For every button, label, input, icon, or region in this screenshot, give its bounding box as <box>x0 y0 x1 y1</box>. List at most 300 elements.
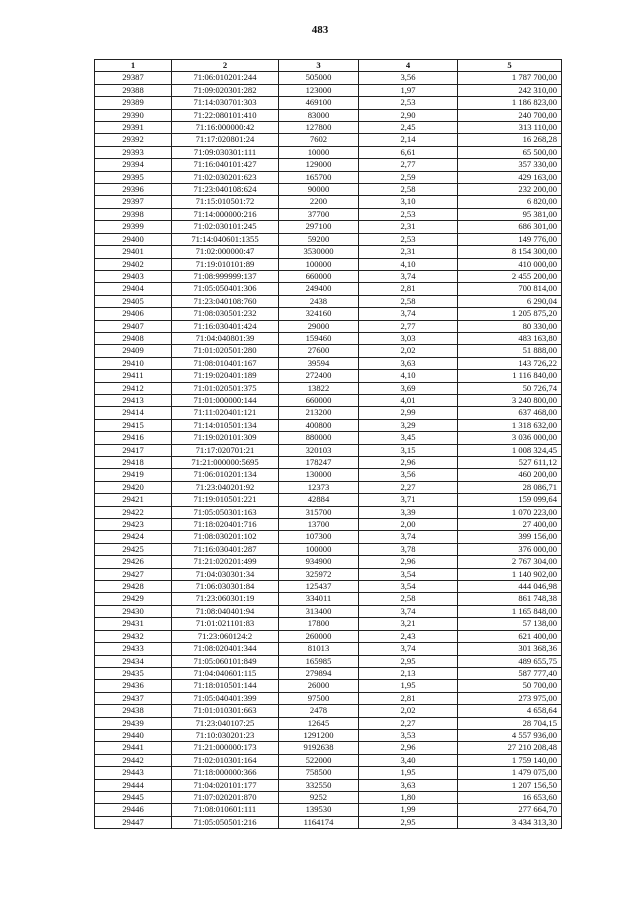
cost-value-cell: 686 301,00 <box>458 221 562 233</box>
column-header-3: 3 <box>279 60 359 72</box>
table-row <box>95 469 562 481</box>
cost-value-cell: 3 036 000,00 <box>458 432 562 444</box>
column-header-2: 2 <box>172 60 279 72</box>
area-value-cell: 505000 <box>279 72 359 84</box>
cost-value-cell: 6 290,04 <box>458 295 562 307</box>
cadastral-number-cell: 71:21:000000:5695 <box>172 457 279 469</box>
record-number-cell: 29390 <box>95 109 172 121</box>
record-number-cell: 29408 <box>95 332 172 344</box>
rate-value-cell: 2,96 <box>359 457 458 469</box>
rate-value-cell: 3,10 <box>359 196 458 208</box>
record-number-cell: 29405 <box>95 295 172 307</box>
area-value-cell: 39594 <box>279 357 359 369</box>
cadastral-number-cell: 71:23:060124:2 <box>172 630 279 642</box>
rate-value-cell: 2,02 <box>359 705 458 717</box>
cost-value-cell: 4 557 936,00 <box>458 729 562 741</box>
record-number-cell: 29423 <box>95 519 172 531</box>
area-value-cell: 100000 <box>279 258 359 270</box>
rate-value-cell: 3,69 <box>359 382 458 394</box>
rate-value-cell: 3,40 <box>359 754 458 766</box>
area-value-cell: 934900 <box>279 556 359 568</box>
table-row <box>95 332 562 344</box>
table-row <box>95 171 562 183</box>
cadastral-number-cell: 71:18:020401:716 <box>172 519 279 531</box>
cadastral-number-cell: 71:10:030201:23 <box>172 729 279 741</box>
record-number-cell: 29392 <box>95 134 172 146</box>
cadastral-number-cell: 71:02:000000:47 <box>172 246 279 258</box>
record-number-cell: 29402 <box>95 258 172 270</box>
table-row <box>95 308 562 320</box>
area-value-cell: 325972 <box>279 568 359 580</box>
table-row <box>95 357 562 369</box>
cost-value-cell: 149 776,00 <box>458 233 562 245</box>
rate-value-cell: 4,01 <box>359 394 458 406</box>
table-row <box>95 481 562 493</box>
area-value-cell: 42884 <box>279 494 359 506</box>
cost-value-cell: 861 748,38 <box>458 593 562 605</box>
cadastral-number-cell: 71:05:050501:216 <box>172 816 279 828</box>
record-number-cell: 29421 <box>95 494 172 506</box>
cadastral-number-cell: 71:05:040401:399 <box>172 692 279 704</box>
record-number-cell: 29397 <box>95 196 172 208</box>
cost-value-cell: 399 156,00 <box>458 531 562 543</box>
record-number-cell: 29433 <box>95 643 172 655</box>
area-value-cell: 400800 <box>279 419 359 431</box>
cadastral-number-cell: 71:17:020801:24 <box>172 134 279 146</box>
cadastral-number-cell: 71:08:010401:167 <box>172 357 279 369</box>
cost-value-cell: 1 140 902,00 <box>458 568 562 580</box>
area-value-cell: 17800 <box>279 618 359 630</box>
cadastral-number-cell: 71:05:060101:849 <box>172 655 279 667</box>
table-row <box>95 72 562 84</box>
rate-value-cell: 3,74 <box>359 531 458 543</box>
area-value-cell: 660000 <box>279 270 359 282</box>
rate-value-cell: 3,15 <box>359 444 458 456</box>
record-number-cell: 29424 <box>95 531 172 543</box>
column-header-1: 1 <box>95 60 172 72</box>
table-row <box>95 556 562 568</box>
table-row <box>95 705 562 717</box>
table-row <box>95 233 562 245</box>
area-value-cell: 213200 <box>279 407 359 419</box>
cadastral-number-cell: 71:22:080101:410 <box>172 109 279 121</box>
cadastral-number-cell: 71:08:030501:232 <box>172 308 279 320</box>
record-number-cell: 29387 <box>95 72 172 84</box>
area-value-cell: 313400 <box>279 605 359 617</box>
rate-value-cell: 2,31 <box>359 246 458 258</box>
table-row <box>95 655 562 667</box>
cadastral-number-cell: 71:01:010301:663 <box>172 705 279 717</box>
cadastral-number-cell: 71:08:040401:94 <box>172 605 279 617</box>
cost-value-cell: 28 704,15 <box>458 717 562 729</box>
table-row <box>95 605 562 617</box>
rate-value-cell: 2,58 <box>359 184 458 196</box>
table-row <box>95 345 562 357</box>
area-value-cell: 334011 <box>279 593 359 605</box>
rate-value-cell: 2,81 <box>359 692 458 704</box>
rate-value-cell: 4,10 <box>359 370 458 382</box>
record-number-cell: 29414 <box>95 407 172 419</box>
cost-value-cell: 444 046,98 <box>458 581 562 593</box>
cadastral-number-cell: 71:08:020401:344 <box>172 643 279 655</box>
table-row <box>95 457 562 469</box>
cadastral-number-cell: 71:04:020101:177 <box>172 779 279 791</box>
table-row <box>95 432 562 444</box>
record-number-cell: 29415 <box>95 419 172 431</box>
rate-value-cell: 3,74 <box>359 605 458 617</box>
rate-value-cell: 2,14 <box>359 134 458 146</box>
record-number-cell: 29445 <box>95 791 172 803</box>
record-number-cell: 29434 <box>95 655 172 667</box>
cadastral-number-cell: 71:09:020301:282 <box>172 84 279 96</box>
cadastral-number-cell: 71:08:010601:111 <box>172 804 279 816</box>
rate-value-cell: 3,29 <box>359 419 458 431</box>
table-row <box>95 754 562 766</box>
cadastral-number-cell: 71:02:030101:245 <box>172 221 279 233</box>
record-number-cell: 29442 <box>95 754 172 766</box>
cost-value-cell: 489 655,75 <box>458 655 562 667</box>
cadastral-number-cell: 71:16:040101:427 <box>172 159 279 171</box>
rate-value-cell: 1,80 <box>359 791 458 803</box>
area-value-cell: 100000 <box>279 543 359 555</box>
record-number-cell: 29418 <box>95 457 172 469</box>
area-value-cell: 127800 <box>279 122 359 134</box>
cost-value-cell: 95 381,00 <box>458 208 562 220</box>
table-row <box>95 779 562 791</box>
record-number-cell: 29440 <box>95 729 172 741</box>
area-value-cell: 1164174 <box>279 816 359 828</box>
record-number-cell: 29427 <box>95 568 172 580</box>
area-value-cell: 249400 <box>279 283 359 295</box>
area-value-cell: 81013 <box>279 643 359 655</box>
table-row <box>95 84 562 96</box>
area-value-cell: 27600 <box>279 345 359 357</box>
record-number-cell: 29429 <box>95 593 172 605</box>
record-number-cell: 29441 <box>95 742 172 754</box>
rate-value-cell: 2,00 <box>359 519 458 531</box>
record-number-cell: 29409 <box>95 345 172 357</box>
area-value-cell: 332550 <box>279 779 359 791</box>
record-number-cell: 29399 <box>95 221 172 233</box>
rate-value-cell: 3,54 <box>359 581 458 593</box>
record-number-cell: 29417 <box>95 444 172 456</box>
record-number-cell: 29400 <box>95 233 172 245</box>
area-value-cell: 13822 <box>279 382 359 394</box>
rate-value-cell: 3,63 <box>359 779 458 791</box>
cost-value-cell: 587 777,40 <box>458 667 562 679</box>
record-number-cell: 29395 <box>95 171 172 183</box>
cadastral-number-cell: 71:15:010501:72 <box>172 196 279 208</box>
page-number: 483 <box>311 24 329 36</box>
area-value-cell: 880000 <box>279 432 359 444</box>
record-number-cell: 29420 <box>95 481 172 493</box>
table-row <box>95 494 562 506</box>
record-number-cell: 29428 <box>95 581 172 593</box>
rate-value-cell: 3,54 <box>359 568 458 580</box>
cadastral-number-cell: 71:09:030301:111 <box>172 146 279 158</box>
cost-value-cell: 483 163,80 <box>458 332 562 344</box>
cadastral-number-cell: 71:17:020701:21 <box>172 444 279 456</box>
record-number-cell: 29436 <box>95 680 172 692</box>
table-row <box>95 270 562 282</box>
cadastral-number-cell: 71:01:021101:83 <box>172 618 279 630</box>
table-row <box>95 729 562 741</box>
area-value-cell: 272400 <box>279 370 359 382</box>
rate-value-cell: 3,78 <box>359 543 458 555</box>
area-value-cell: 165700 <box>279 171 359 183</box>
table-header <box>95 60 562 72</box>
table-row <box>95 122 562 134</box>
cadastral-number-cell: 71:14:030701:303 <box>172 97 279 109</box>
rate-value-cell: 2,95 <box>359 816 458 828</box>
cost-value-cell: 301 368,36 <box>458 643 562 655</box>
cost-value-cell: 3 434 313,30 <box>458 816 562 828</box>
cadastral-number-cell: 71:16:000000:42 <box>172 122 279 134</box>
record-number-cell: 29447 <box>95 816 172 828</box>
rate-value-cell: 2,95 <box>359 655 458 667</box>
record-number-cell: 29416 <box>95 432 172 444</box>
cost-value-cell: 273 975,00 <box>458 692 562 704</box>
table-row <box>95 506 562 518</box>
table-row <box>95 283 562 295</box>
table-row <box>95 581 562 593</box>
record-number-cell: 29389 <box>95 97 172 109</box>
cost-value-cell: 1 186 823,00 <box>458 97 562 109</box>
area-value-cell: 2478 <box>279 705 359 717</box>
cadastral-number-cell: 71:02:030201:623 <box>172 171 279 183</box>
cost-value-cell: 28 086,71 <box>458 481 562 493</box>
table-row <box>95 295 562 307</box>
cost-value-cell: 4 658,64 <box>458 705 562 717</box>
cadastral-number-cell: 71:08:030201:102 <box>172 531 279 543</box>
area-value-cell: 37700 <box>279 208 359 220</box>
table-row <box>95 159 562 171</box>
rate-value-cell: 2,77 <box>359 320 458 332</box>
record-number-cell: 29394 <box>95 159 172 171</box>
area-value-cell: 129000 <box>279 159 359 171</box>
rate-value-cell: 3,56 <box>359 469 458 481</box>
cost-value-cell: 6 820,00 <box>458 196 562 208</box>
rate-value-cell: 2,27 <box>359 481 458 493</box>
cost-value-cell: 460 200,00 <box>458 469 562 481</box>
area-value-cell: 279894 <box>279 667 359 679</box>
cadastral-number-cell: 71:16:030401:424 <box>172 320 279 332</box>
rate-value-cell: 3,56 <box>359 72 458 84</box>
rate-value-cell: 6,61 <box>359 146 458 158</box>
area-value-cell: 178247 <box>279 457 359 469</box>
cadastral-number-cell: 71:23:040201:92 <box>172 481 279 493</box>
area-value-cell: 12373 <box>279 481 359 493</box>
table-row <box>95 134 562 146</box>
rate-value-cell: 1,99 <box>359 804 458 816</box>
cost-value-cell: 376 000,00 <box>458 543 562 555</box>
cost-value-cell: 1 165 848,00 <box>458 605 562 617</box>
rate-value-cell: 3,71 <box>359 494 458 506</box>
record-number-cell: 29431 <box>95 618 172 630</box>
record-number-cell: 29391 <box>95 122 172 134</box>
record-number-cell: 29425 <box>95 543 172 555</box>
area-value-cell: 83000 <box>279 109 359 121</box>
record-number-cell: 29393 <box>95 146 172 158</box>
cadastral-number-cell: 71:14:000000:216 <box>172 208 279 220</box>
rate-value-cell: 1,95 <box>359 767 458 779</box>
rate-value-cell: 3,03 <box>359 332 458 344</box>
table-row <box>95 444 562 456</box>
cadastral-number-cell: 71:07:020201:870 <box>172 791 279 803</box>
table-row <box>95 543 562 555</box>
cost-value-cell: 1 787 700,00 <box>458 72 562 84</box>
rate-value-cell: 2,96 <box>359 556 458 568</box>
cost-value-cell: 277 664,70 <box>458 804 562 816</box>
cost-value-cell: 65 500,00 <box>458 146 562 158</box>
table-row <box>95 630 562 642</box>
area-value-cell: 97500 <box>279 692 359 704</box>
table-row <box>95 320 562 332</box>
rate-value-cell: 2,96 <box>359 742 458 754</box>
rate-value-cell: 2,81 <box>359 283 458 295</box>
record-number-cell: 29401 <box>95 246 172 258</box>
cost-value-cell: 143 726,22 <box>458 357 562 369</box>
table-row <box>95 382 562 394</box>
table-row <box>95 407 562 419</box>
rate-value-cell: 3,74 <box>359 308 458 320</box>
cadastral-number-cell: 71:08:999999:137 <box>172 270 279 282</box>
record-number-cell: 29426 <box>95 556 172 568</box>
area-value-cell: 12645 <box>279 717 359 729</box>
rate-value-cell: 2,90 <box>359 109 458 121</box>
area-value-cell: 315700 <box>279 506 359 518</box>
area-value-cell: 9192638 <box>279 742 359 754</box>
cadastral-number-cell: 71:23:060301:19 <box>172 593 279 605</box>
area-value-cell: 320103 <box>279 444 359 456</box>
cadastral-number-cell: 71:19:020401:189 <box>172 370 279 382</box>
cost-value-cell: 410 000,00 <box>458 258 562 270</box>
table-row <box>95 184 562 196</box>
area-value-cell: 125437 <box>279 581 359 593</box>
record-number-cell: 29435 <box>95 667 172 679</box>
cost-value-cell: 1 759 140,00 <box>458 754 562 766</box>
rate-value-cell: 2,99 <box>359 407 458 419</box>
area-value-cell: 522000 <box>279 754 359 766</box>
table-row <box>95 767 562 779</box>
cost-value-cell: 621 400,00 <box>458 630 562 642</box>
rate-value-cell: 4,10 <box>359 258 458 270</box>
table-row <box>95 531 562 543</box>
area-value-cell: 107300 <box>279 531 359 543</box>
cadastral-number-cell: 71:14:040601:1355 <box>172 233 279 245</box>
rate-value-cell: 2,58 <box>359 593 458 605</box>
table-row <box>95 717 562 729</box>
cost-value-cell: 240 700,00 <box>458 109 562 121</box>
rate-value-cell: 2,31 <box>359 221 458 233</box>
cost-value-cell: 637 468,00 <box>458 407 562 419</box>
table-row <box>95 196 562 208</box>
table-row <box>95 246 562 258</box>
cost-value-cell: 1 205 875,20 <box>458 308 562 320</box>
rate-value-cell: 3,45 <box>359 432 458 444</box>
rate-value-cell: 2,59 <box>359 171 458 183</box>
cadastral-number-cell: 71:14:010501:134 <box>172 419 279 431</box>
record-number-cell: 29413 <box>95 394 172 406</box>
record-number-cell: 29404 <box>95 283 172 295</box>
area-value-cell: 139530 <box>279 804 359 816</box>
cadastral-number-cell: 71:16:030401:287 <box>172 543 279 555</box>
cost-value-cell: 159 099,64 <box>458 494 562 506</box>
area-value-cell: 10000 <box>279 146 359 158</box>
record-number-cell: 29411 <box>95 370 172 382</box>
record-number-cell: 29422 <box>95 506 172 518</box>
cadastral-number-cell: 71:06:030301:84 <box>172 581 279 593</box>
cadastral-number-cell: 71:19:010501:221 <box>172 494 279 506</box>
table-row <box>95 692 562 704</box>
cadastral-number-cell: 71:23:040107:25 <box>172 717 279 729</box>
cadastral-number-cell: 71:23:040108:624 <box>172 184 279 196</box>
cadastral-number-cell: 71:01:000000:144 <box>172 394 279 406</box>
header-row <box>95 60 562 72</box>
table-row <box>95 643 562 655</box>
cost-value-cell: 80 330,00 <box>458 320 562 332</box>
rate-value-cell: 3,74 <box>359 643 458 655</box>
cost-value-cell: 50 726,74 <box>458 382 562 394</box>
record-number-cell: 29437 <box>95 692 172 704</box>
cost-value-cell: 16 268,28 <box>458 134 562 146</box>
rate-value-cell: 3,39 <box>359 506 458 518</box>
rate-value-cell: 3,21 <box>359 618 458 630</box>
rate-value-cell: 3,63 <box>359 357 458 369</box>
rate-value-cell: 2,53 <box>359 233 458 245</box>
area-value-cell: 660000 <box>279 394 359 406</box>
rate-value-cell: 1,95 <box>359 680 458 692</box>
table-row <box>95 146 562 158</box>
cost-value-cell: 27 400,00 <box>458 519 562 531</box>
table-row <box>95 816 562 828</box>
table-row <box>95 804 562 816</box>
cost-value-cell: 700 814,00 <box>458 283 562 295</box>
table-row <box>95 593 562 605</box>
cadastral-number-cell: 71:01:020501:375 <box>172 382 279 394</box>
cadastral-number-cell: 71:04:040801:39 <box>172 332 279 344</box>
cost-value-cell: 429 163,00 <box>458 171 562 183</box>
rate-value-cell: 3,74 <box>359 270 458 282</box>
table-row <box>95 791 562 803</box>
area-value-cell: 9252 <box>279 791 359 803</box>
area-value-cell: 7602 <box>279 134 359 146</box>
rate-value-cell: 2,27 <box>359 717 458 729</box>
cost-value-cell: 1 008 324,45 <box>458 444 562 456</box>
area-value-cell: 2438 <box>279 295 359 307</box>
cadastral-number-cell: 71:21:020201:499 <box>172 556 279 568</box>
record-number-cell: 29398 <box>95 208 172 220</box>
table-row <box>95 370 562 382</box>
record-number-cell: 29432 <box>95 630 172 642</box>
cost-value-cell: 27 210 208,48 <box>458 742 562 754</box>
cost-value-cell: 8 154 300,00 <box>458 246 562 258</box>
area-value-cell: 758500 <box>279 767 359 779</box>
area-value-cell: 260000 <box>279 630 359 642</box>
cadastral-number-cell: 71:19:010101:89 <box>172 258 279 270</box>
cost-value-cell: 2 455 200,00 <box>458 270 562 282</box>
record-number-cell: 29396 <box>95 184 172 196</box>
table-row <box>95 419 562 431</box>
rate-value-cell: 2,13 <box>359 667 458 679</box>
table-row <box>95 97 562 109</box>
rate-value-cell: 2,45 <box>359 122 458 134</box>
cadastral-number-cell: 71:05:050401:306 <box>172 283 279 295</box>
area-value-cell: 13700 <box>279 519 359 531</box>
area-value-cell: 90000 <box>279 184 359 196</box>
rate-value-cell: 3,53 <box>359 729 458 741</box>
cost-value-cell: 2 767 304,00 <box>458 556 562 568</box>
